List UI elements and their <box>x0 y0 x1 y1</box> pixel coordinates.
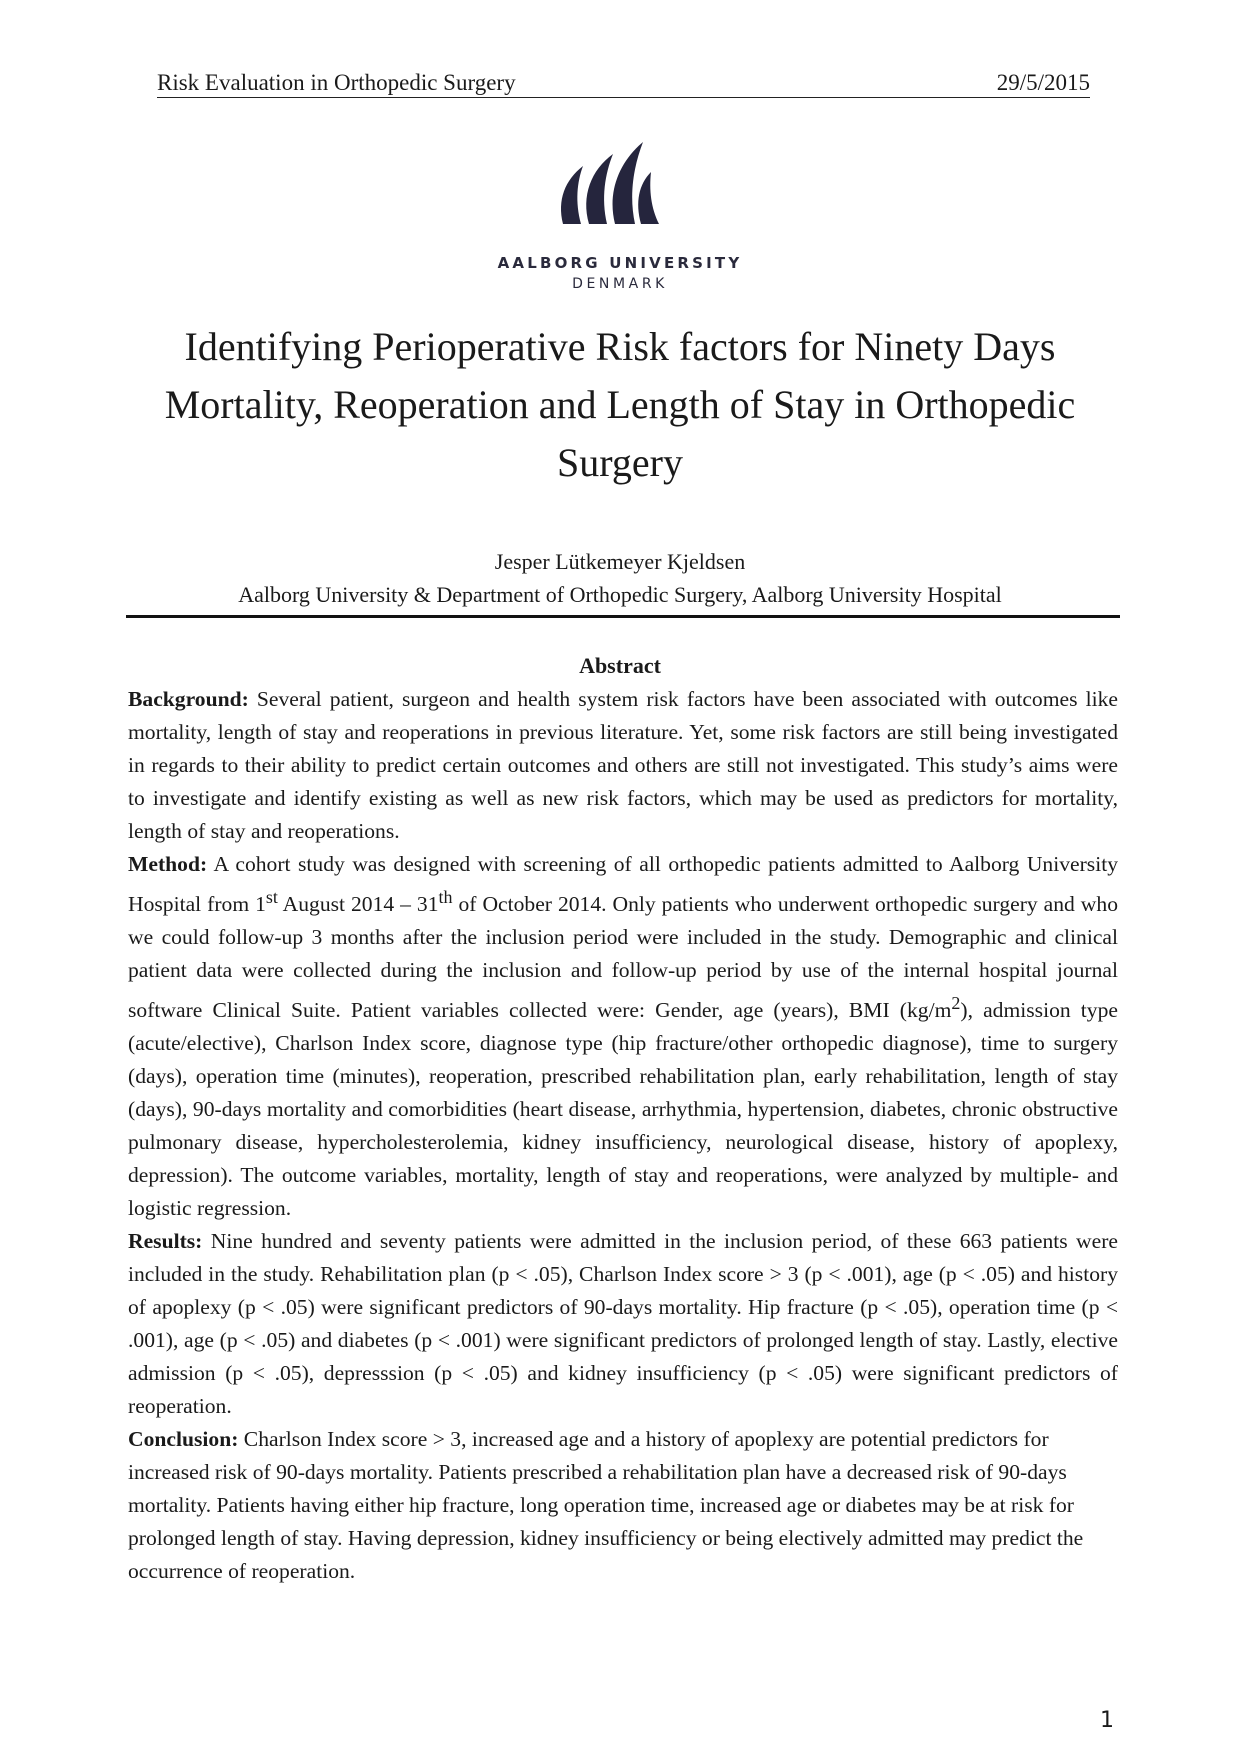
background-label: Background: <box>128 687 249 711</box>
aalborg-university-wave-logo-icon <box>555 140 685 230</box>
author-name: Jesper Lütkemeyer Kjeldsen <box>494 549 746 574</box>
abstract-background <box>128 683 1118 848</box>
method-sup-1: st <box>265 887 278 907</box>
author-affiliation: Aalborg University & Department of Orthopedic Surgery, Aalborg University Hospital <box>238 582 1002 607</box>
method-text-3: of October 2014. Only patients who underwent orthopedic surgery and who we could follow-up 3 months after the inclusion period were included in the study. Demographic and clinical patient data were collected during the inclusion and follow-up period by use of the internal hospital journal software Clinical Suite. Patient variables collected were: Gender, age (years), BMI (kg/m <box>128 892 1118 1023</box>
abstract-body <box>128 683 1118 1588</box>
title-divider <box>126 615 1120 618</box>
university-logo <box>0 140 1240 292</box>
method-text-4: ), admission type (acute/elective), Charlson Index score, diagnose type (hip fracture/other orthopedic diagnose), time to surgery (days), operation time (minutes), reoperation, prescribed rehabilitation plan, early rehabilitation, length of stay (days), 90-days mortality and comorbidities (heart disease, arrhythmia, hypertension, diabetes, chronic obstructive pulmonary disease, hypercholesterolemia, kidney insufficiency, neurological disease, history of apoplexy, depression). The outcome variables, mortality, length of stay and reoperations, were analyzed by multiple- and logistic regression. <box>128 998 1118 1221</box>
method-sup-2: th <box>438 887 453 907</box>
page-number: 1 <box>1100 1708 1114 1733</box>
results-text: Nine hundred and seventy patients were admitted in the inclusion period, of these 663 patients were included in the study. Rehabilitation plan (p < .05), Charlson Index score > 3 (p < .001), age (p < .05) and history of apoplexy (p < .05) were significant predictors of 90-days mortality. Hip fracture (p < .05), operation time (p < .001), age (p < .05) and diabetes (p < .001) were significant predictors of prolonged length of stay. Lastly, elective admission (p < .05), depresssion (p < .05) and kidney insufficiency (p < .05) were significant predictors of reoperation. <box>128 1229 1118 1419</box>
method-sup-3: 2 <box>951 993 961 1014</box>
university-name: AALBORG UNIVERSITY <box>497 254 743 272</box>
running-header-date: 29/5/2015 <box>996 70 1090 95</box>
running-header <box>157 70 1090 98</box>
running-header-title: Risk Evaluation in Orthopedic Surgery <box>157 70 516 95</box>
abstract-conclusion <box>128 1423 1118 1588</box>
results-label: Results: <box>128 1229 203 1254</box>
paper-title: Identifying Perioperative Risk factors for Ninety Days Mortality, Reoperation and Length of Stay in Orthopedic Surgery <box>164 324 1076 485</box>
abstract-results <box>128 1225 1118 1423</box>
conclusion-text: Charlson Index score > 3, increased age and a history of apoplexy are potential predictors for increased risk of 90-days mortality. Patients prescribed a rehabilitation plan have a decreased risk of 90-days mortality. Patients having either hip fracture, long operation time, increased age or diabetes may be at risk for prolonged length of stay. Having depression, kidney insufficiency or being electively admitted may predict the occurrence of reoperation. <box>128 1427 1084 1584</box>
conclusion-label: Conclusion: <box>128 1427 239 1452</box>
abstract-heading: Abstract <box>579 653 661 678</box>
abstract-method <box>128 848 1118 1225</box>
method-label: Method: <box>128 852 208 876</box>
background-text: Several patient, surgeon and health system risk factors have been associated with outcomes like mortality, length of stay and reoperations in previous literature. Yet, some risk factors are still being investigated in regards to their ability to predict certain outcomes and others are still not investigated. This study’s aims were to investigate and identify existing as well as new risk factors, which may be used as predictors for mortality, length of stay and reoperations. <box>128 687 1118 843</box>
method-text-1: A cohort study was designed with screening of all orthopedic patients admitted to Aalborg University Hospital from 1 <box>128 852 1118 917</box>
university-country: DENMARK <box>572 276 668 292</box>
method-text-2: August 2014 – 31 <box>277 892 439 917</box>
